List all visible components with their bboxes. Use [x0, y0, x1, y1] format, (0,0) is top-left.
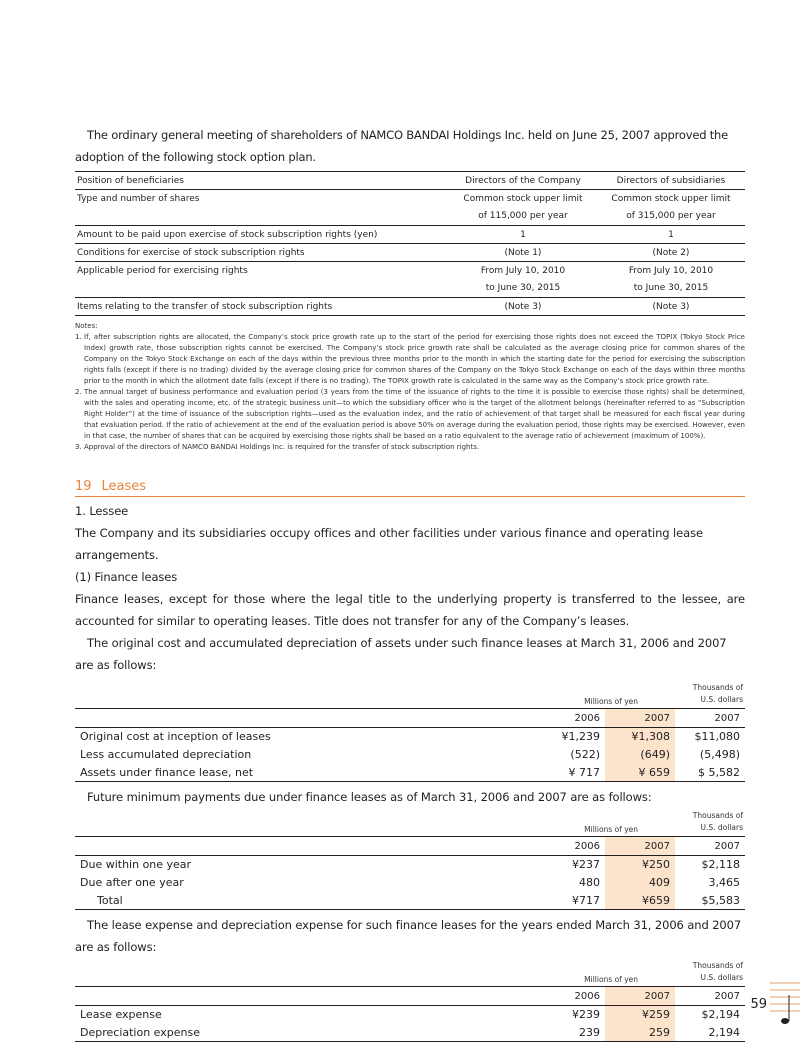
value-2006: ¥239 — [572, 1008, 600, 1022]
value-usd: $2,194 — [701, 1008, 740, 1022]
table-row — [75, 856, 745, 874]
plan-header-row — [75, 172, 745, 190]
units-yen: Millions of yen — [584, 697, 638, 706]
plan-header-subsidiaries: Directors of subsidiaries — [597, 172, 745, 190]
plan-cell: of 315,000 per year — [597, 208, 745, 226]
notes-block — [75, 321, 745, 453]
lease-expense-table — [75, 986, 745, 1042]
value-2007: ¥659 — [605, 892, 675, 910]
year-2006: 2006 — [535, 709, 605, 728]
intro-paragraph: The ordinary general meeting of shareholders of NAMCO BANDAI Holdings Inc. held on June 25, 2007 approved the adoption of the following stock option plan. — [75, 128, 729, 164]
row-label: Due within one year — [80, 858, 192, 872]
value-2006: ¥1,239 — [561, 730, 600, 744]
plan-cell: to June 30, 2015 — [449, 280, 597, 298]
plan-row-label: Conditions for exercise of stock subscription rights — [75, 244, 449, 262]
plan-row — [75, 244, 745, 262]
plan-row-label: Applicable period for exercising rights — [77, 265, 248, 276]
lessee-paragraph-2: Finance leases, except for those where the legal title to the underlying property is transferred to the lessee, are accounted for similar to operating leases. Title does not transfer for any of the Company’s leases. — [75, 592, 745, 628]
plan-cell: 1 — [597, 226, 745, 244]
note-number: 3. — [75, 443, 82, 451]
year-header-row — [75, 709, 745, 728]
plan-header-label: Position of beneficiaries — [75, 172, 449, 190]
table-row — [75, 874, 745, 892]
value-2006: 239 — [535, 1024, 605, 1042]
table-row — [75, 1006, 745, 1024]
year-2006: 2006 — [535, 987, 605, 1006]
row-label: Assets under finance lease, net — [75, 764, 535, 782]
plan-row — [75, 208, 745, 226]
value-usd: $5,583 — [675, 892, 745, 910]
plan-cell: to June 30, 2015 — [597, 280, 745, 298]
plan-row — [75, 190, 745, 208]
lessee-paragraph-4: Future minimum payments due under finance leases as of March 31, 2006 and 2007 are as follows: — [87, 790, 652, 804]
plan-cell: From July 10, 2010 — [480, 265, 566, 276]
row-label: Lease expense — [80, 1008, 162, 1022]
value-2007: (649) — [605, 746, 675, 764]
year-header-row — [75, 987, 745, 1006]
lessee-paragraph-5: The lease expense and depreciation expense for such finance leases for the years ended March 31, 2006 and 2007 are as follows: — [75, 918, 742, 954]
table-row — [75, 1024, 745, 1042]
value-usd: $ 5,582 — [675, 764, 745, 782]
plan-row-label: Amount to be paid upon exercise of stock subscription rights (yen) — [75, 226, 449, 244]
units-yen: Millions of yen — [584, 975, 638, 984]
plan-row — [75, 226, 745, 244]
units-usd — [663, 960, 743, 984]
plan-cell: From July 10, 2010 — [628, 265, 714, 276]
units-usd-line1: Thousands of — [692, 811, 743, 820]
note-number: 1. — [75, 333, 82, 341]
lessee-paragraph-3: The original cost and accumulated depreciation of assets under such finance leases at March 31, 2006 and 2007 are as follows: — [75, 636, 727, 672]
lessee-heading: 1. Lessee — [75, 504, 129, 518]
plan-cell: Common stock upper limit — [611, 193, 731, 204]
plan-cell: (Note 2) — [597, 244, 745, 262]
units-usd-line2: U.S. dollars — [700, 823, 743, 832]
value-usd: 3,465 — [708, 876, 740, 889]
plan-header-company: Directors of the Company — [449, 172, 597, 190]
units-usd-line2: U.S. dollars — [700, 695, 743, 704]
row-label: Total — [75, 892, 535, 910]
year-2007: 2007 — [605, 709, 675, 728]
table-row — [75, 892, 745, 910]
value-2007: 259 — [605, 1024, 675, 1042]
plan-row — [75, 262, 745, 280]
year-2007-usd: 2007 — [675, 987, 745, 1006]
table-row — [75, 728, 745, 746]
note-item — [75, 332, 745, 387]
note-text: Approval of the directors of NAMCO BANDAI Holdings Inc. is required for the transfer of stock subscription rights. — [84, 443, 480, 451]
row-label: Due after one year — [80, 876, 184, 889]
finance-leases-subheading: (1) Finance leases — [75, 570, 178, 584]
plan-cell: (Note 3) — [597, 298, 745, 316]
table3-units — [75, 958, 745, 986]
value-usd: $2,118 — [701, 858, 740, 872]
units-yen: Millions of yen — [584, 825, 638, 834]
section-title: Leases — [101, 479, 147, 494]
table-row — [75, 764, 745, 782]
notes-title: Notes: — [75, 322, 98, 330]
value-2007: 409 — [605, 874, 675, 892]
plan-cell: (Note 3) — [449, 298, 597, 316]
stock-option-plan-table — [75, 171, 745, 316]
plan-row — [75, 280, 745, 298]
year-2007: 2007 — [605, 987, 675, 1006]
value-2007: ¥250 — [605, 856, 675, 874]
year-2007-usd: 2007 — [675, 709, 745, 728]
units-usd-line2: U.S. dollars — [700, 973, 743, 982]
plan-row-label: Items relating to the transfer of stock subscription rights — [75, 298, 449, 316]
table1-units — [75, 676, 745, 708]
year-2007: 2007 — [605, 837, 675, 856]
value-usd: (5,498) — [699, 748, 740, 761]
units-usd-line1: Thousands of — [692, 683, 743, 692]
value-2006: (522) — [570, 748, 600, 761]
music-staff-decoration-icon — [770, 975, 800, 1025]
note-item — [75, 442, 745, 453]
page-number: 59 — [750, 997, 767, 1012]
section-heading — [75, 477, 745, 497]
table-row — [75, 746, 745, 764]
units-usd — [663, 682, 743, 706]
plan-cell: of 115,000 per year — [449, 208, 597, 226]
section-number: 19 — [75, 479, 92, 494]
note-item — [75, 387, 745, 442]
year-2006: 2006 — [535, 837, 605, 856]
row-label: Depreciation expense — [75, 1024, 535, 1042]
value-2007: ¥1,308 — [605, 728, 675, 746]
value-2006: ¥ 717 — [535, 764, 605, 782]
value-usd: $11,080 — [694, 730, 740, 744]
future-minimum-payments-table — [75, 836, 745, 910]
value-2006: ¥717 — [535, 892, 605, 910]
units-usd — [663, 810, 743, 834]
value-2007: ¥ 659 — [605, 764, 675, 782]
plan-row — [75, 298, 745, 316]
table2-units — [75, 808, 745, 836]
note-text: If, after subscription rights are allocated, the Company’s stock price growth rate up to the start of the period for exercising those rights does not exceed the TOPIX (Tokyo Stock Price Index) growth rate, those subscription rights cannot be exercised. The Company’s stock price growth rate shall be calculated as the average closing price for common shares of the Company on the Tokyo Stock Exchange on each of the days within the previous three months prior to the month in which the starting date for the period for exercising the subscription rights falls (except if there is no trading) divided by the average closing price for common shares of the Company on the Tokyo Stock Exchange on each of the days within three months prior to the month in which the allotment date falls (except if there is no trading). The TOPIX growth rate is calculated in the same way as the Company’s stock price growth rate. — [84, 333, 745, 385]
note-text: The annual target of business performance and evaluation period (3 years from the time of the issuance of rights to the time it is possible to exercise those rights) shall be determined, with the sales and operating income, etc. of the strategic business unit—to which the subsidiary officer who is the target of the allotment belongs (hereinafter referred to as “Subscription Right Holder”) at the time of issuance of the subscription rights—used as the evaluation index, and the ratio of achievement of that target shall be measured for each fiscal year during that evaluation period. If the ratio of achievement at the end of the evaluation period is above 50% on average during the evaluation period, those rights may be exercised. However, even in that case, the number of shares that can be acquired by exercising those rights shall be based on a ratio equivalent to the average ratio of achievement (maximum of 100%). — [84, 388, 745, 440]
plan-cell: Common stock upper limit — [463, 193, 583, 204]
note-number: 2. — [75, 388, 82, 396]
value-usd: 2,194 — [675, 1024, 745, 1042]
lessee-paragraph-1: The Company and its subsidiaries occupy offices and other facilities under various finance and operating lease arrangements. — [75, 526, 703, 562]
plan-cell: 1 — [449, 226, 597, 244]
page-content — [75, 124, 745, 1042]
year-2007-usd: 2007 — [675, 837, 745, 856]
year-header-row — [75, 837, 745, 856]
units-usd-line1: Thousands of — [692, 961, 743, 970]
row-label: Less accumulated depreciation — [80, 748, 252, 761]
plan-cell: (Note 1) — [449, 244, 597, 262]
finance-lease-assets-table — [75, 708, 745, 782]
row-label: Original cost at inception of leases — [80, 730, 271, 744]
value-2006: ¥237 — [572, 858, 600, 872]
value-2007: ¥259 — [605, 1006, 675, 1024]
value-2006: 480 — [579, 876, 600, 889]
plan-row-label: Type and number of shares — [77, 193, 200, 204]
